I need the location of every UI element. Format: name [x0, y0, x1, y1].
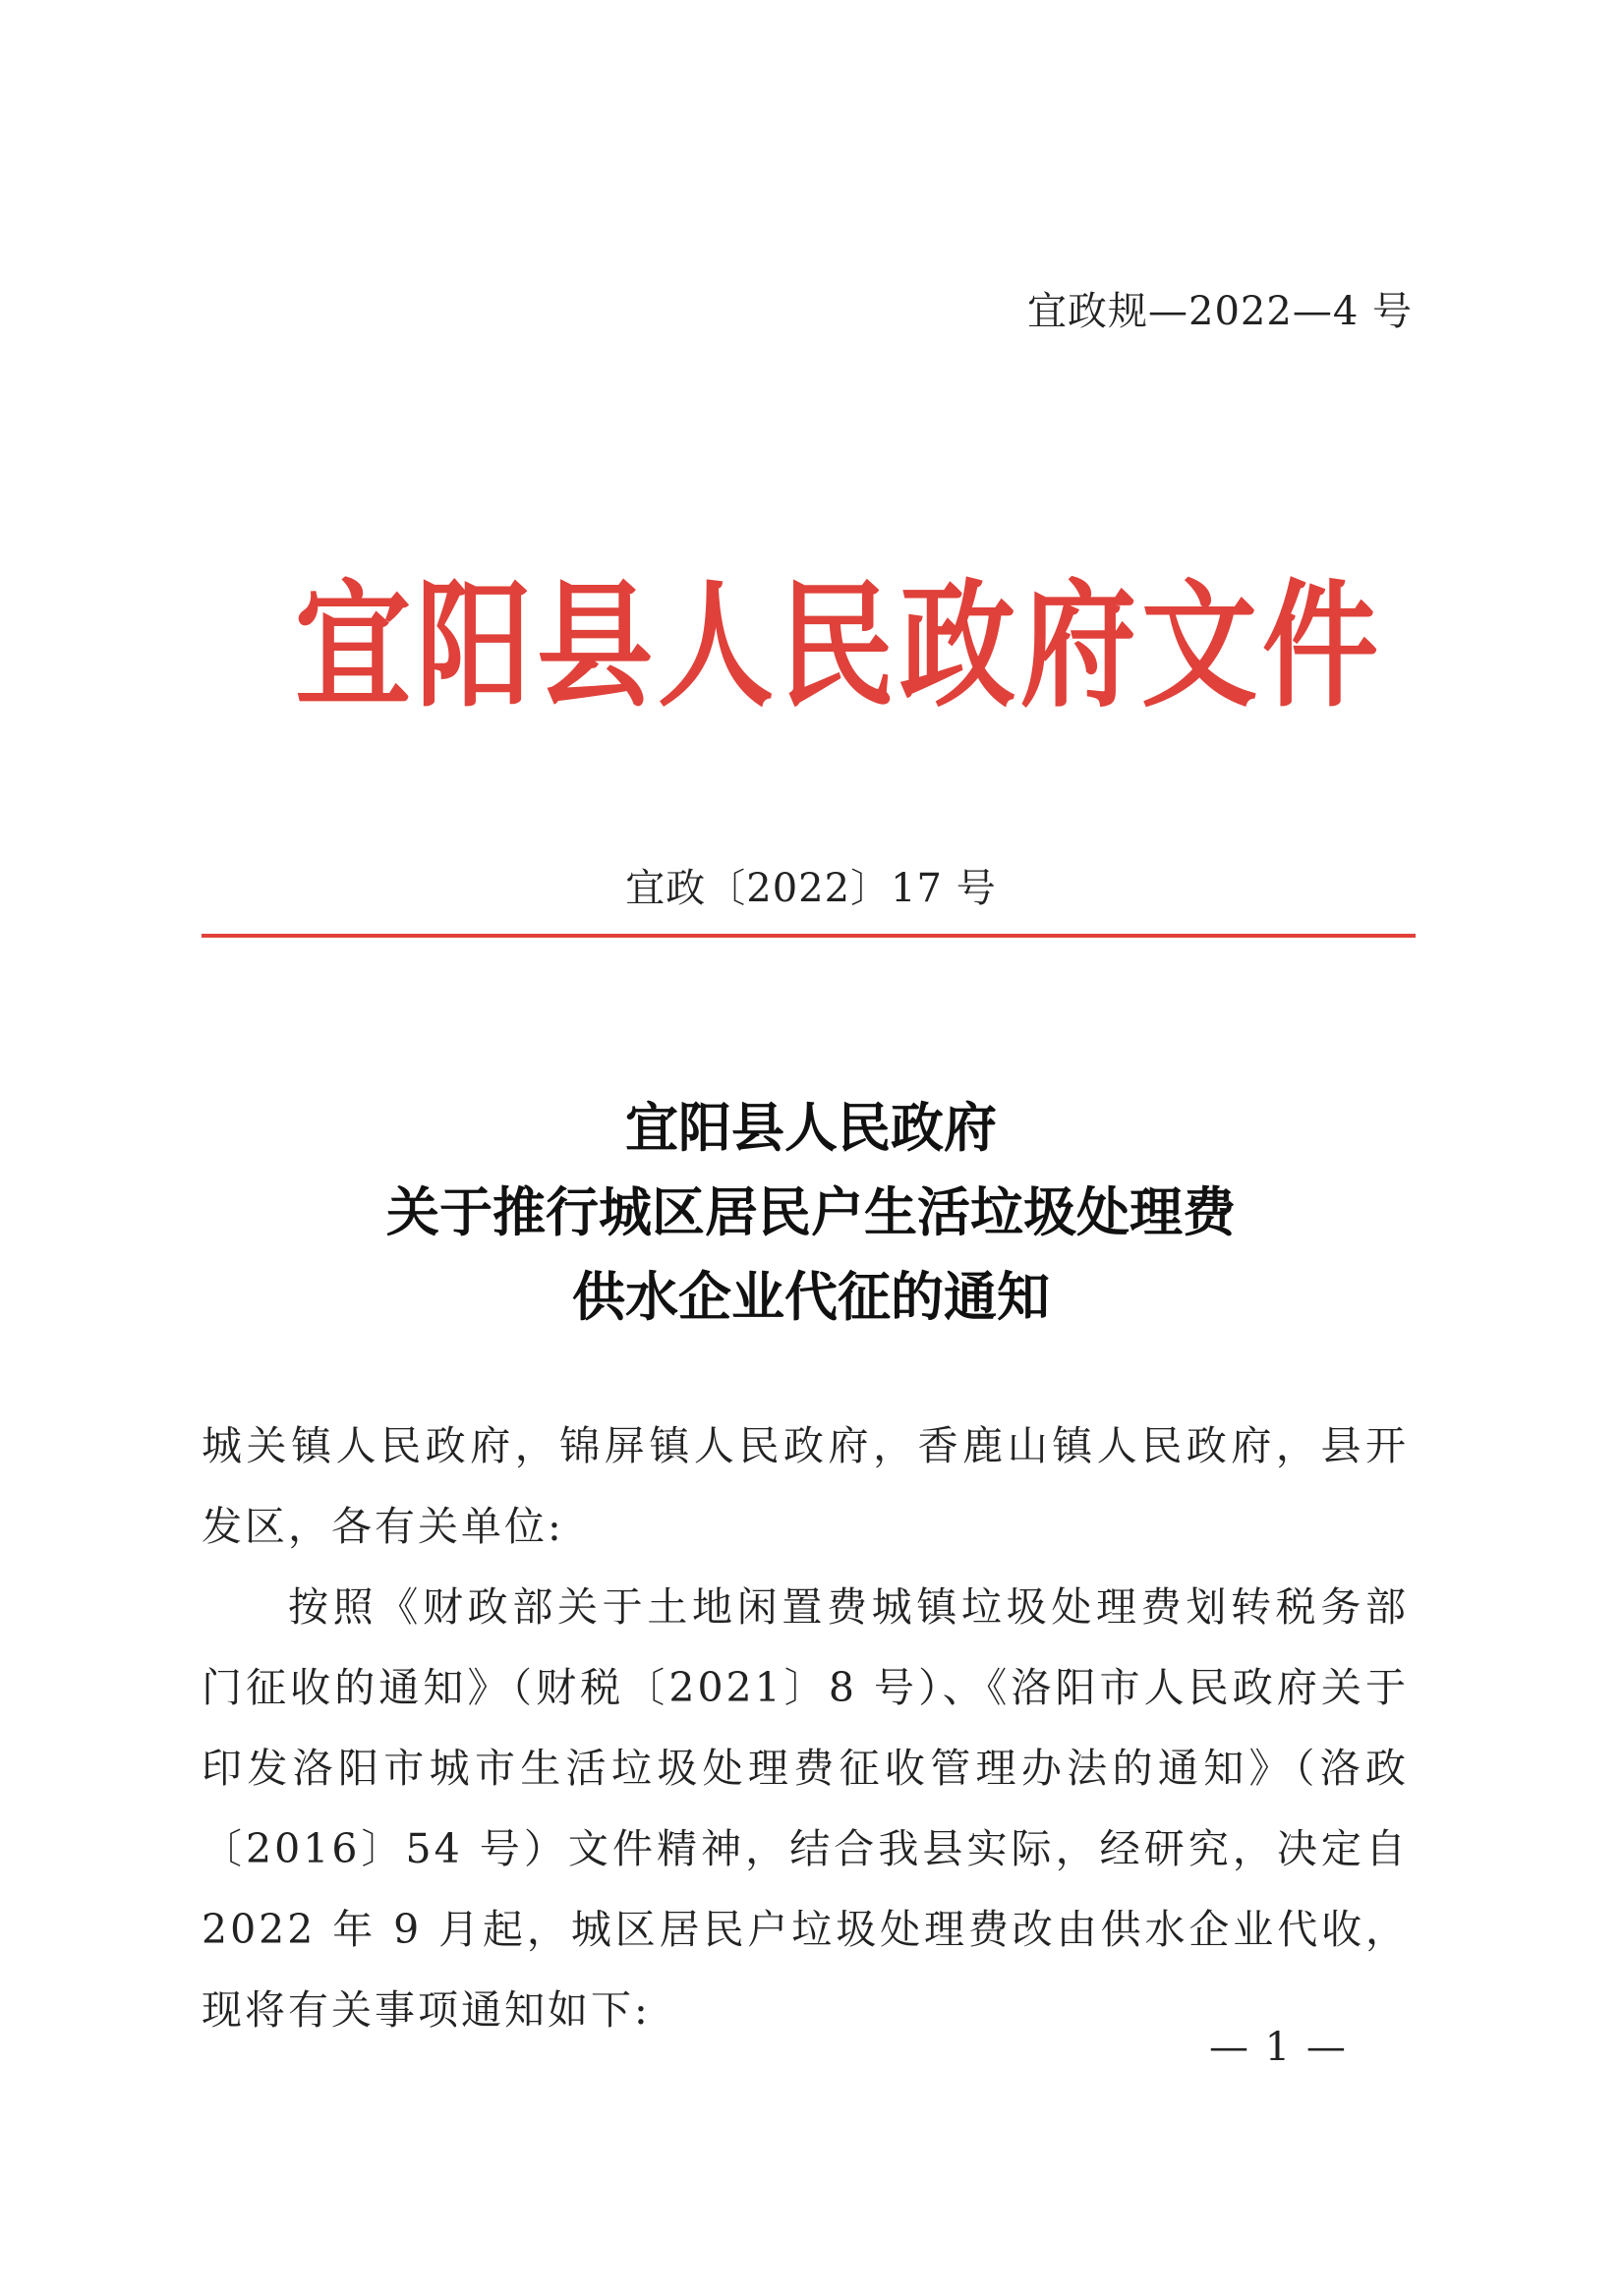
notice-title-line-1: 宜阳县人民政府	[625, 1097, 997, 1159]
notice-title-line-3: 供水企业代征的通知	[572, 1266, 1050, 1328]
notice-body	[202, 1406, 1409, 2050]
red-divider-line	[202, 934, 1416, 938]
masthead-title: 宜阳县人民政府文件	[295, 565, 1384, 726]
addressee: 城关镇人民政府，锦屏镇人民政府，香鹿山镇人民政府，县开发区，各有关单位:	[202, 1422, 1409, 1550]
body-paragraph-1: 按照《财政部关于土地闲置费城镇垃圾处理费划转税务部门征收的通知》（财税〔2021〕8 号）、《洛阳市人民政府关于印发洛阳市城市生活垃圾处理费征收管理办法的通知》（洛政〔2016〕54 号）文件精神，结合我县实际，经研究，决定自 2022 年 9 月起，城区居民户垃圾处理费改由供水企业代收，现将有关事项通知如下:	[202, 1583, 1409, 2034]
page-number: — 1 —	[1209, 2025, 1348, 2070]
regulation-number: 宜政规—2022—4 号	[1027, 289, 1413, 334]
document-number: 宜政〔2022〕17 号	[625, 866, 997, 911]
notice-title-line-2: 关于推行城区居民户生活垃圾处理费	[386, 1181, 1236, 1243]
notice-title	[0, 1086, 1622, 1340]
